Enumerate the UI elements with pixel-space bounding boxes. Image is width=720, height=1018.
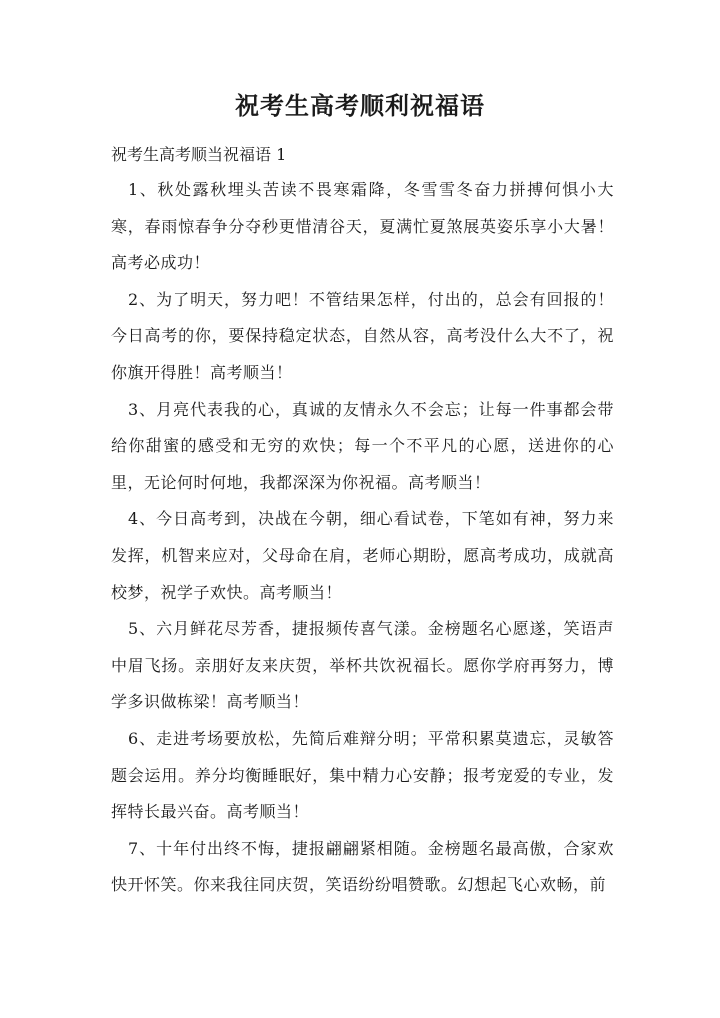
document-body xyxy=(111,172,614,904)
paragraph-2: 2、为了明天，努力吧！不管结果怎样，付出的，总会有回报的！今日高考的你，要保持稳定状态，自然从容，高考没什么大不了，祝你旗开得胜！高考顺当！ xyxy=(111,289,614,382)
paragraph-4: 4、今日高考到，决战在今朝，细心看试卷，下笔如有神，努力来发挥，机智来应对，父母命在肩，老师心期盼，愿高考成功，成就高校梦，祝学子欢快。高考顺当！ xyxy=(111,509,614,602)
paragraph-5: 5、六月鲜花尽芳香，捷报频传喜气漾。金榜题名心愿遂，笑语声中眉飞扬。亲朋好友来庆贺，举杯共饮祝福长。愿你学府再努力，博学多识做栋梁！高考顺当！ xyxy=(111,619,614,712)
document-title: 祝考生高考顺利祝福语 xyxy=(235,91,485,120)
paragraph-7: 7、十年付出终不悔，捷报翩翩紧相随。金榜题名最高傲，合家欢快开怀笑。你来我往同庆贺，笑语纷纷唱赞歌。幻想起飞心欢畅，前 xyxy=(111,838,614,895)
paragraph-3: 3、月亮代表我的心，真诚的友情永久不会忘；让每一件事都会带给你甜蜜的感受和无穷的欢快；每一个不平凡的心愿，送进你的心里，无论何时何地，我都深深为你祝福。高考顺当！ xyxy=(111,399,614,492)
document-subtitle: 祝考生高考顺当祝福语 1 xyxy=(111,145,287,164)
paragraph-1: 1、秋处露秋埋头苦读不畏寒霜降，冬雪雪冬奋力拼搏何惧小大寒，春雨惊春争分夺秒更惜清谷天，夏满忙夏煞展英姿乐享小大暑！高考必成功！ xyxy=(111,180,614,273)
paragraph-6: 6、走进考场要放松，先简后难辩分明；平常积累莫遗忘，灵敏答题会运用。养分均衡睡眠好，集中精力心安静；报考宠爱的专业，发挥特长最兴奋。高考顺当！ xyxy=(111,728,614,822)
